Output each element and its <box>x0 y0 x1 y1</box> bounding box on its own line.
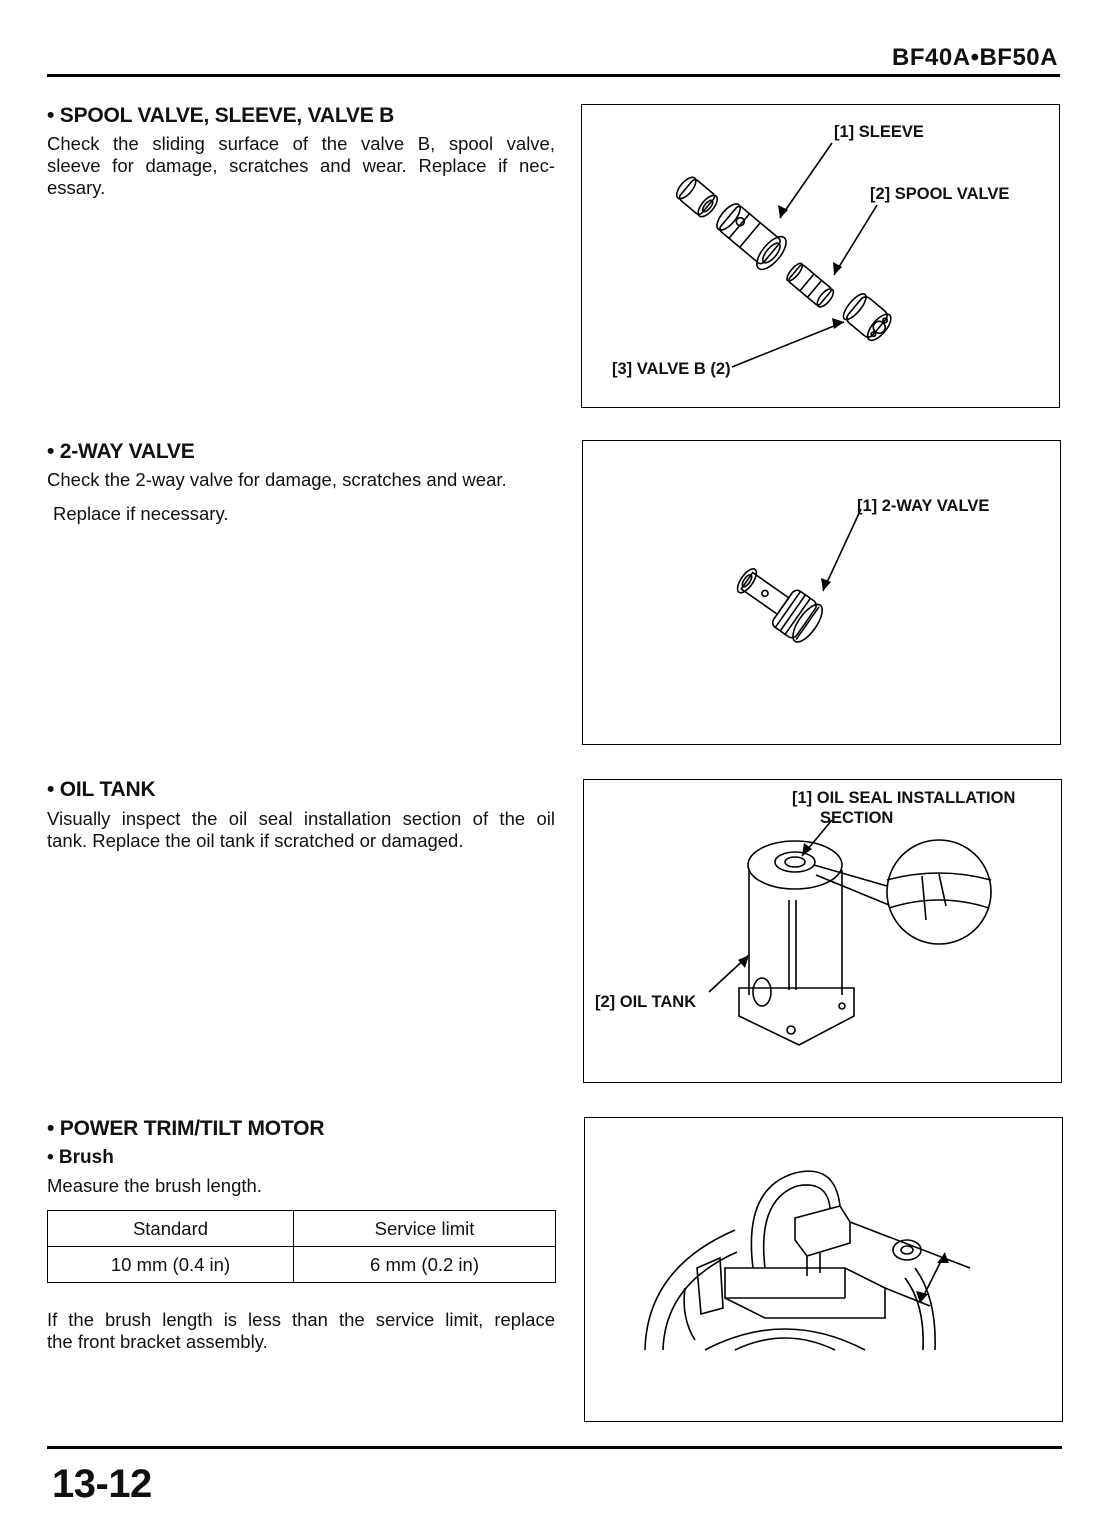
spool-valve-heading: • SPOOL VALVE, SLEEVE, VALVE B <box>47 104 395 127</box>
oil-tank-text-line-2: tank. Replace the oil tank if scratched or damaged. <box>47 830 464 851</box>
brush-note-line-1: If the brush length is less than the service limit, replace <box>47 1309 555 1330</box>
spool-text-line-2: sleeve for damage, scratches and wear. Replace if nec- <box>47 155 555 176</box>
two-way-text-line-1: Check the 2-way valve for damage, scratches and wear. <box>47 469 507 490</box>
spool-text-line-3: essary. <box>47 177 106 198</box>
table-row <box>48 1247 556 1283</box>
oil-tank-figure <box>583 779 1062 1083</box>
value-service-limit: 6 mm (0.2 in) <box>294 1247 556 1283</box>
model-title: BF40A•BF50A <box>892 44 1058 71</box>
brush-illustration <box>585 1118 1062 1421</box>
callout-oil-tank: [2] OIL TANK <box>595 993 697 1011</box>
brush-subheading: • Brush <box>47 1147 114 1168</box>
value-standard: 10 mm (0.4 in) <box>48 1247 294 1283</box>
page-number: 13-12 <box>52 1462 152 1506</box>
spool-text-line-1: Check the sliding surface of the valve B, spool valve, <box>47 133 555 154</box>
oil-tank-text <box>47 808 555 852</box>
header-rule <box>47 74 1060 77</box>
callout-oil-seal-line-1: [1] OIL SEAL INSTALLATION <box>792 789 1016 807</box>
callout-spool-valve: [2] SPOOL VALVE <box>870 185 1010 203</box>
brush-figure <box>584 1117 1063 1422</box>
brush-spec-table <box>47 1210 556 1283</box>
footer-rule <box>47 1446 1062 1449</box>
two-way-valve-heading: • 2-WAY VALVE <box>47 440 195 463</box>
table-header-row <box>48 1211 556 1247</box>
spool-valve-text <box>47 133 555 199</box>
brush-note-line-2: the front bracket assembly. <box>47 1331 268 1352</box>
spool-valve-figure <box>581 104 1060 408</box>
two-way-text-line-2: Replace if necessary. <box>53 503 229 524</box>
measure-text: Measure the brush length. <box>47 1175 262 1196</box>
oil-tank-heading: • OIL TANK <box>47 778 156 801</box>
two-way-valve-illustration <box>583 441 1060 744</box>
header-standard: Standard <box>48 1211 294 1247</box>
header-service-limit: Service limit <box>294 1211 556 1247</box>
motor-heading: • POWER TRIM/TILT MOTOR <box>47 1117 325 1140</box>
callout-sleeve: [1] SLEEVE <box>834 123 924 141</box>
oil-tank-text-line-1: Visually inspect the oil seal installation section of the oil <box>47 808 555 829</box>
two-way-valve-figure <box>582 440 1061 745</box>
callout-valve-b: [3] VALVE B (2) <box>612 360 731 378</box>
callout-two-way-valve: [1] 2-WAY VALVE <box>857 497 990 515</box>
brush-note-text <box>47 1309 555 1353</box>
callout-oil-seal-line-2: SECTION <box>820 809 894 827</box>
